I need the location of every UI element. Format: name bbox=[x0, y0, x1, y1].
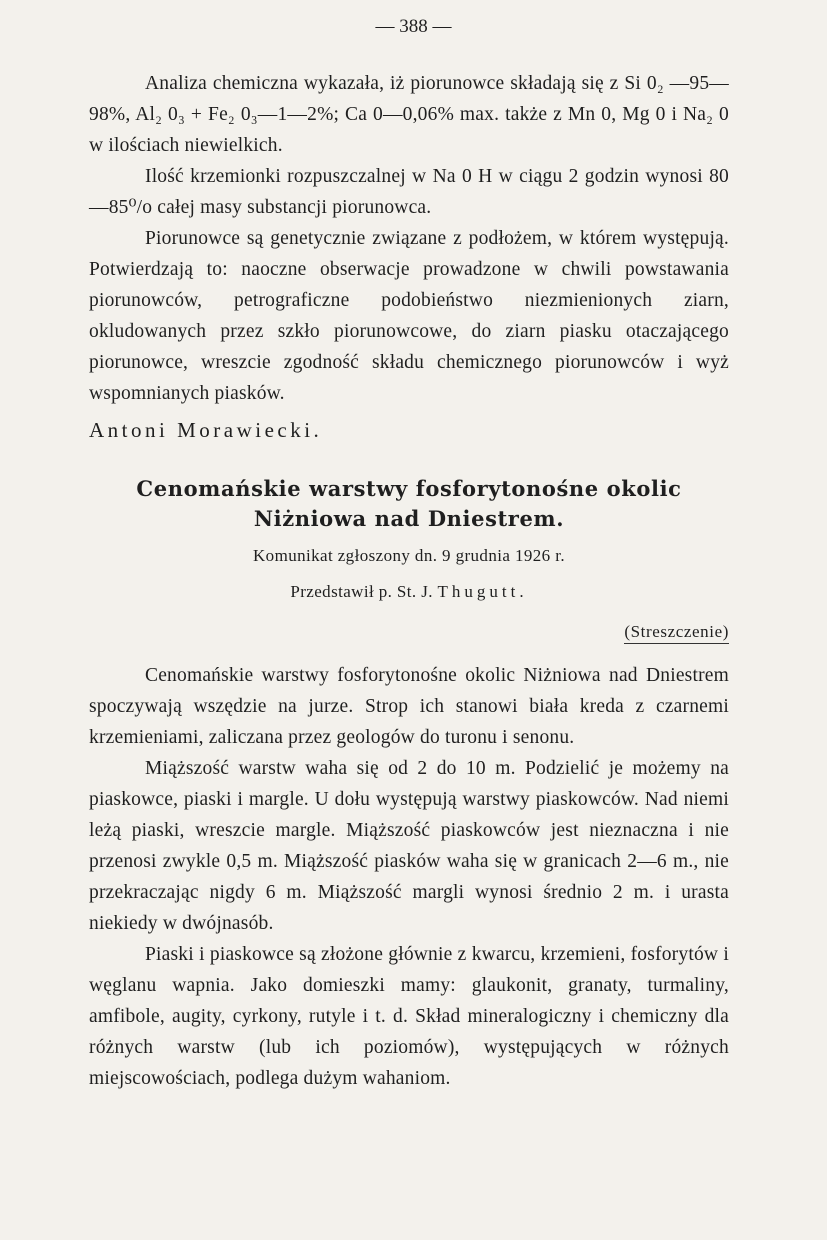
paragraph: Cenomańskie warstwy fosforytonośne okolic Niżniowa nad Dniestrem spoczywają wszędzie na jurze. Strop ich stanowi biała kreda z czarnemi krzemieniami, zaliczana przez geologów do turonu i senonu. bbox=[89, 665, 729, 748]
presenter-prefix: Przedstawił p. St. J. bbox=[290, 582, 433, 601]
paragraph: Miąższość warstw waha się od 2 do 10 m. Podzielić je możemy na piaskowce, piaski i margle. U dołu występują warstwy piaskowców. Nad niemi leżą piaski, wreszcie margle. Miąższość piaskowców jest nieznaczna i nie przenosi zwykle 0,5 m. Miąższość piasków waha się w granicach 2—6 m., nie przekraczając nigdy 6 m. Miąższość margli wynosi średnio 2 m. i urasta niekiedy w dwójnasób. bbox=[89, 758, 729, 934]
communication-date: Komunikat zgłoszony dn. 9 grudnia 1926 r. bbox=[253, 546, 565, 565]
presenter-line bbox=[89, 582, 729, 602]
author-name: Antoni Morawiecki. bbox=[89, 418, 323, 442]
page-number: — 388 — bbox=[375, 16, 452, 37]
paragraph: Piaski i piaskowce są złożone głównie z kwarcu, krzemieni, fosforytów i węglanu wapnia. Jako domieszki mamy: glaukonit, granaty, turmaliny, amfibole, augity, cyrkony, rutyle i t. d. Skład mineralogiczny i chemiczny dla różnych warstw (lub ich poziomów), występujących w różnych miejscowościach, podlega dużym wahaniom. bbox=[89, 944, 729, 1089]
intro-section bbox=[89, 68, 729, 409]
paragraph: Piorunowce są genetycznie związane z podłożem, w którem występują. Potwierdzają to: naoczne obserwacje prowadzone w chwili powstawania piorunowców, petrograficzne podobieństwo niezmienionych ziarn, okludowanych przez szkło piorunowcowe, do ziarn piasku otaczającego piorunowce, wreszcie zgodność składu chemicznego piorunowców i wyż wspomnianych piasków. bbox=[89, 228, 729, 404]
article-title-line-1: Cenomańskie warstwy fosforytonośne okolic bbox=[136, 476, 682, 501]
paragraph: Ilość krzemionki rozpuszczalnej w Na 0 H w ciągu 2 godzin wynosi 80—85⁰/o całej masy substancji piorunowca. bbox=[89, 166, 729, 218]
presenter-name: Thugutt. bbox=[437, 582, 528, 601]
body-section bbox=[89, 660, 729, 1094]
article-title-line-2: Niżniowa nad Dniestrem. bbox=[253, 506, 565, 531]
abstract-label: (Streszczenie) bbox=[624, 622, 729, 644]
paragraph: Analiza chemiczna wykazała, iż piorunowce składają się z Si 0₂ —95—98%, Al₂ 0₃ + Fe₂ 0₃—1—2%; Ca 0—0,06% max. także z Mn 0, Mg 0 i Na₂ 0 w ilościach niewielkich. bbox=[89, 73, 729, 156]
